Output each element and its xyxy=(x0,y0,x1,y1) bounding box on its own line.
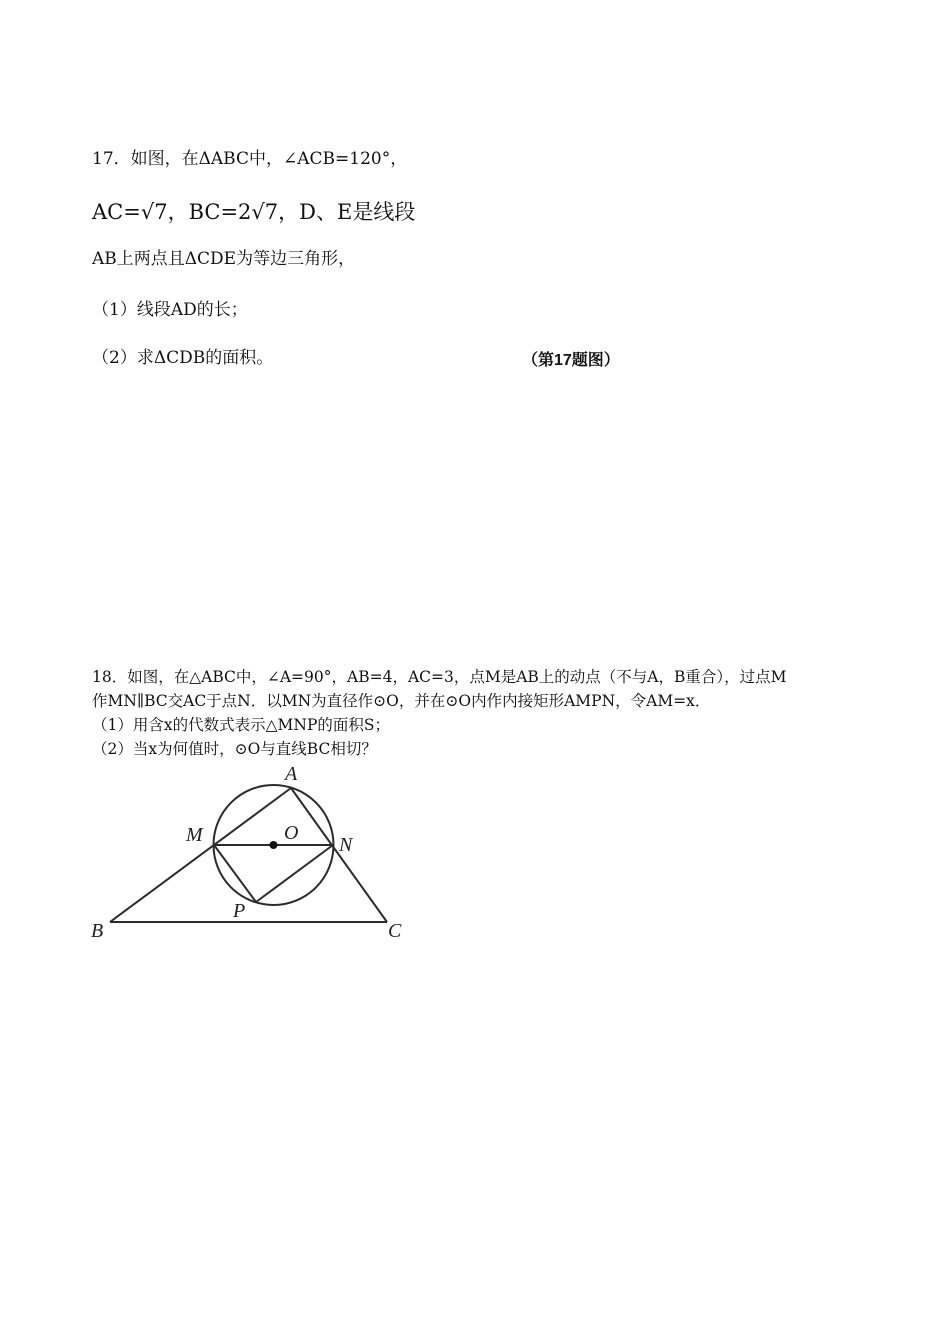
label-o: O xyxy=(284,822,299,844)
label-b: B xyxy=(91,920,104,942)
q17-figure-caption: （第17题图） xyxy=(522,352,620,369)
label-m: M xyxy=(186,824,203,846)
label-c: C xyxy=(388,920,402,942)
q17-line3: AB上两点且ΔCDE为等边三角形， xyxy=(92,249,356,269)
label-n: N xyxy=(339,834,353,856)
q18-line2: 作MN∥BC交AC于点N．以MN为直径作⊙O，并在⊙O内作内接矩形AMPN，令AM=x． xyxy=(92,692,711,710)
segment-np xyxy=(256,845,333,902)
segment-ba xyxy=(110,788,291,922)
center-point-o xyxy=(270,841,278,849)
q17-part1: （1）线段AD的长； xyxy=(92,300,248,320)
q18-part1: （1）用含x的代数式表示△MNP的面积S； xyxy=(92,716,391,734)
label-p: P xyxy=(233,900,246,922)
q17-line1: 17．如图，在ΔABC中，∠ACB=120°， xyxy=(92,149,408,169)
q18-line1: 18．如图，在△ABC中，∠A=90°，AB=4，AC=3，点M是AB上的动点（不与A，B重合），过点M xyxy=(92,668,787,686)
q18-part2: （2）当x为何值时，⊙O与直线BC相切？ xyxy=(92,740,377,758)
q17-line2: AC=√7，BC=2√7，D、E是线段 xyxy=(92,200,416,224)
q18-figure xyxy=(80,755,420,945)
q17-part2: （2）求ΔCDB的面积。 xyxy=(92,348,274,368)
label-a: A xyxy=(285,763,298,785)
